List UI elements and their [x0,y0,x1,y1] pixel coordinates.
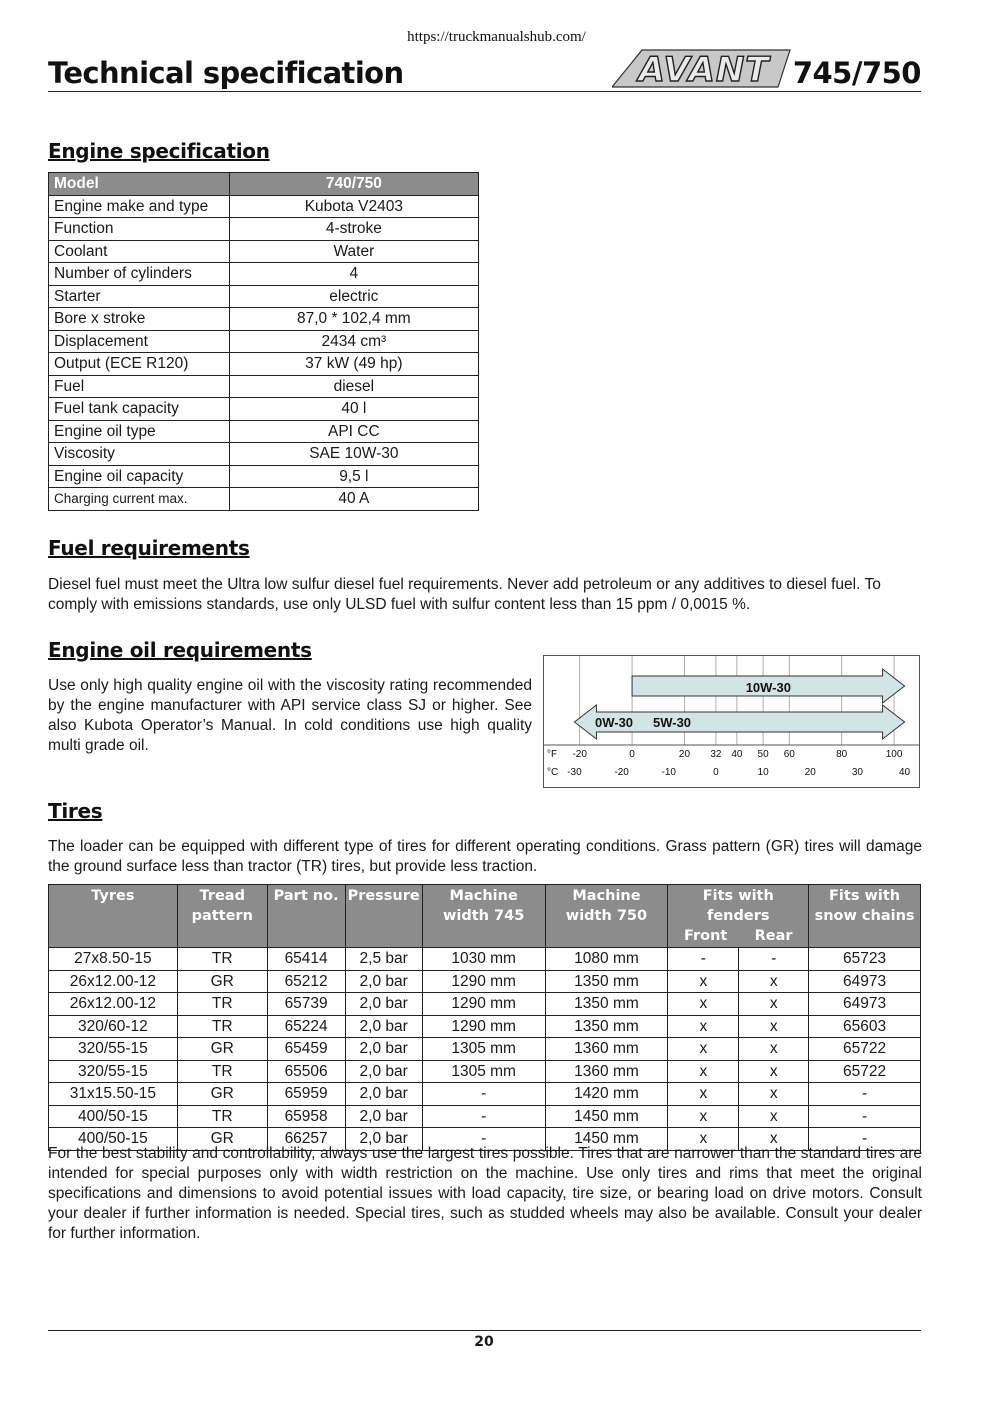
width-750: 1360 mm [545,1038,668,1061]
spec-value: Water [229,240,478,263]
part-number: 65224 [267,1015,345,1038]
pressure: 2,0 bar [345,1060,422,1083]
width-745: 1305 mm [422,1038,545,1061]
tread-pattern: GR [177,970,267,993]
engine-col-label: Model [49,173,230,196]
part-number: 65959 [267,1083,345,1106]
tyre-size: 320/55-15 [49,1060,178,1083]
table-row [49,308,479,331]
pressure: 2,0 bar [345,993,422,1016]
table-row [49,1038,921,1061]
col-chains: Fits with snow chains [809,885,921,948]
snow-chains: - [809,1083,921,1106]
fits-front: x [668,1105,739,1128]
fits-rear: x [739,1105,809,1128]
snow-chains: 65603 [809,1015,921,1038]
col-part: Part no. [267,885,345,948]
spec-label: Fuel tank capacity [49,398,230,421]
width-745: - [422,1083,545,1106]
table-row [49,218,479,241]
footer-rule [48,1330,921,1331]
spec-label: Displacement [49,330,230,353]
spec-value: 2434 cm³ [229,330,478,353]
table-row [49,1083,921,1106]
table-row [49,353,479,376]
spec-label: Fuel [49,375,230,398]
spec-label: Engine make and type [49,195,230,218]
spec-label: Output (ECE R120) [49,353,230,376]
spec-value: SAE 10W-30 [229,443,478,466]
spec-value: diesel [229,375,478,398]
pressure: 2,0 bar [345,1083,422,1106]
width-750: 1350 mm [545,993,668,1016]
tyre-size: 26x12.00-12 [49,970,178,993]
c-tick-label: -30 [567,767,582,778]
oil-heading: Engine oil requirements [48,638,312,662]
table-row [49,263,479,286]
width-750: 1360 mm [545,1060,668,1083]
spec-value: 87,0 * 102,4 mm [229,308,478,331]
spec-value: 9,5 l [229,465,478,488]
fahrenheit-label: °F [547,749,558,760]
f-tick-label: 80 [836,749,848,760]
f-tick-label: 50 [757,749,769,760]
tyre-size: 400/50-15 [49,1105,178,1128]
col-width-750: Machine width 750 [545,885,668,948]
snow-chains: 65722 [809,1038,921,1061]
fits-rear: x [739,1015,809,1038]
width-745: - [422,1128,545,1151]
table-row [49,443,479,466]
spec-value: 4 [229,263,478,286]
table-row [49,375,479,398]
spec-label: Viscosity [49,443,230,466]
header-rule [48,91,921,92]
tires-outro: For the best stability and controllability, always use the largest tires possible. Tires that are narrower than the standard tires are intended for special purposes only with width restriction on the machine. Use only tires and rims that meet the original specifications and dimensions to avoid potential issues with load capacity, tire size, or bearing load on drive motors. Consult your dealer if further information is needed. Special tires, such as studded wheels may also be available. Consult your dealer for further information. [48,1145,922,1242]
tyre-size: 26x12.00-12 [49,993,178,1016]
part-number: 66257 [267,1128,345,1151]
pressure: 2,0 bar [345,1128,422,1151]
table-row [49,465,479,488]
f-tick-label: 0 [629,749,635,760]
fits-rear: x [739,1060,809,1083]
fits-front: x [668,1015,739,1038]
table-row [49,1060,921,1083]
f-tick-label: 40 [731,749,743,760]
tread-pattern: GR [177,1083,267,1106]
fits-front: x [668,993,739,1016]
page-number: 20 [474,1334,494,1350]
spec-value: 40 A [229,488,478,511]
tread-pattern: TR [177,1105,267,1128]
fits-rear: x [739,1128,809,1151]
engine-col-model: 740/750 [229,173,478,196]
tires-heading: Tires [48,799,103,823]
tires-header-row [49,885,921,948]
avant-logo [612,47,792,89]
col-tyres: Tyres [49,885,178,948]
spec-label: Coolant [49,240,230,263]
fuel-text: Diesel fuel must meet the Ultra low sulfur diesel fuel requirements. Never add petroleum or any additives to diesel fuel. To comply with emissions standards, use only ULSD fuel with sulfur content less than 15 ppm / 0,0015 %. [48,576,881,613]
c-tick-label: 10 [757,767,769,778]
part-number: 65414 [267,948,345,971]
series-label: 0W-30 [595,715,634,730]
table-row [49,1015,921,1038]
fits-front: x [668,1038,739,1061]
spec-label: Charging current max. [49,488,230,511]
width-745: 1305 mm [422,1060,545,1083]
part-number: 65459 [267,1038,345,1061]
spec-label: Bore x stroke [49,308,230,331]
spec-value: 4-stroke [229,218,478,241]
width-750: 1420 mm [545,1083,668,1106]
engine-header-row [49,173,479,196]
tread-pattern: GR [177,1128,267,1151]
pressure: 2,5 bar [345,948,422,971]
series-label: 5W-30 [653,715,692,730]
part-number: 65506 [267,1060,345,1083]
spec-value: 40 l [229,398,478,421]
part-number: 65739 [267,993,345,1016]
tread-pattern: TR [177,1015,267,1038]
width-745: - [422,1105,545,1128]
tires-intro: The loader can be equipped with different type of tires for different operating conditions. Grass pattern (GR) tires will damage the ground surface less than tractor (TR) tires, but provide less traction. [48,838,922,875]
width-750: 1350 mm [545,1015,668,1038]
pressure: 2,0 bar [345,970,422,993]
f-tick-label: 32 [710,749,722,760]
c-tick-label: -20 [614,767,629,778]
fits-front: x [668,1060,739,1083]
engine-heading: Engine specification [48,139,270,163]
f-tick-label: -20 [572,749,587,760]
pressure: 2,0 bar [345,1015,422,1038]
width-745: 1290 mm [422,993,545,1016]
tyre-size: 400/50-15 [49,1128,178,1151]
spec-label: Function [49,218,230,241]
col-pressure: Pressure [345,885,422,948]
fits-front: x [668,970,739,993]
tires-table [48,884,921,1151]
c-tick-label: 30 [851,767,863,778]
fits-front: x [668,1128,739,1151]
snow-chains: 64973 [809,970,921,993]
table-row [49,240,479,263]
spec-label: Starter [49,285,230,308]
width-745: 1290 mm [422,1015,545,1038]
table-row [49,948,921,971]
source-url: https://truckmanualshub.com/ [407,29,586,45]
f-tick-label: 60 [783,749,795,760]
model-number: 745/750 [792,56,921,90]
engine-spec-table [48,172,479,511]
page-title: Technical specification [48,56,404,90]
pressure: 2,0 bar [345,1038,422,1061]
c-tick-label: 20 [804,767,816,778]
table-row [49,420,479,443]
fits-front: x [668,1083,739,1106]
table-row [49,330,479,353]
width-750: 1450 mm [545,1105,668,1128]
table-row [49,398,479,421]
snow-chains: - [809,1128,921,1151]
fits-rear: x [739,993,809,1016]
table-row [49,285,479,308]
series-label: 10W-30 [745,680,791,695]
c-tick-label: 40 [899,767,911,778]
f-tick-label: 20 [678,749,691,760]
tread-pattern: TR [177,993,267,1016]
part-number: 65958 [267,1105,345,1128]
tread-pattern: TR [177,1060,267,1083]
tyre-size: 320/55-15 [49,1038,178,1061]
logo-text: AVANT [638,50,770,89]
f-tick-label: 100 [885,749,903,760]
table-row [49,1105,921,1128]
col-fenders [668,885,809,948]
snow-chains: 65723 [809,948,921,971]
pressure: 2,0 bar [345,1105,422,1128]
snow-chains: 65722 [809,1060,921,1083]
col-tread: Tread pattern [177,885,267,948]
fuel-heading: Fuel requirements [48,536,250,560]
fits-front: - [668,948,739,971]
spec-value: electric [229,285,478,308]
col-width-745: Machine width 745 [422,885,545,948]
width-750: 1350 mm [545,970,668,993]
width-750: 1080 mm [545,948,668,971]
oil-viscosity-chart [543,655,920,788]
spec-value: 37 kW (49 hp) [229,353,478,376]
fits-rear: x [739,1083,809,1106]
spec-value: Kubota V2403 [229,195,478,218]
fenders-label: Fits with fenders [702,888,774,924]
col-rear: Rear [754,928,793,944]
width-745: 1030 mm [422,948,545,971]
fits-rear: x [739,1038,809,1061]
tyre-size: 27x8.50-15 [49,948,178,971]
snow-chains: - [809,1105,921,1128]
tread-pattern: TR [177,948,267,971]
part-number: 65212 [267,970,345,993]
c-tick-label: 0 [713,767,719,778]
table-row [49,970,921,993]
fits-rear: x [739,970,809,993]
col-front: Front [683,928,728,944]
oil-text: Use only high quality engine oil with the viscosity rating recommended by the engine manufacturer with API service class SJ or higher. See also Kubota Operator’s Manual. In cold conditions use high quality multi grade oil. [48,677,532,754]
celsius-label: °C [547,767,559,778]
snow-chains: 64973 [809,993,921,1016]
table-row [49,488,479,511]
spec-value: API CC [229,420,478,443]
spec-label: Engine oil capacity [49,465,230,488]
c-tick-label: -10 [661,767,676,778]
spec-label: Number of cylinders [49,263,230,286]
tyre-size: 320/60-12 [49,1015,178,1038]
tread-pattern: GR [177,1038,267,1061]
tyre-size: 31x15.50-15 [49,1083,178,1106]
width-745: 1290 mm [422,970,545,993]
spec-label: Engine oil type [49,420,230,443]
table-row [49,195,479,218]
width-750: 1450 mm [545,1128,668,1151]
fits-rear: - [739,948,809,971]
table-row [49,993,921,1016]
